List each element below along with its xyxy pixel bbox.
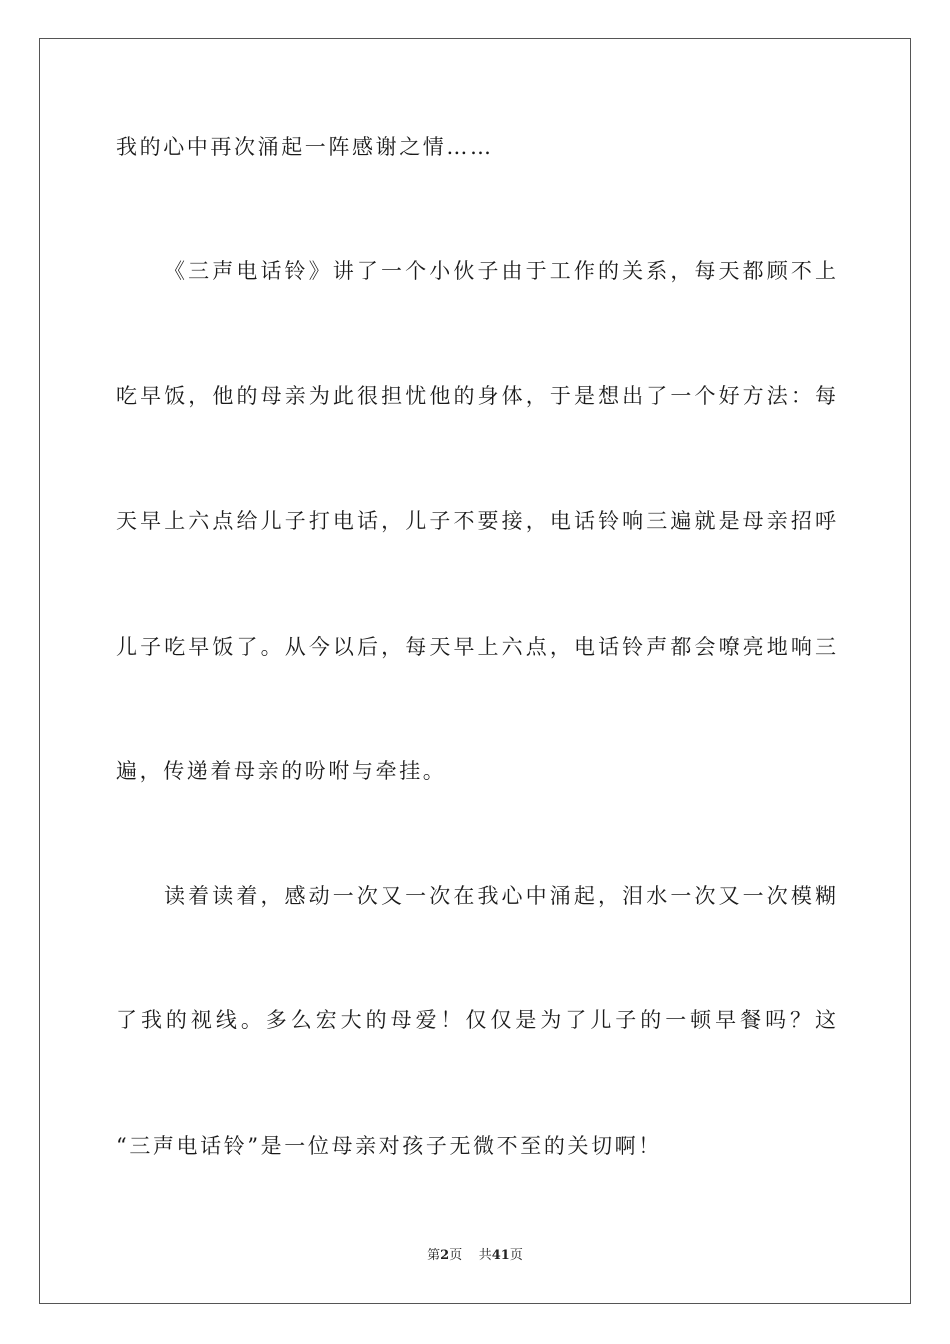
page-suffix: 页	[449, 1248, 463, 1263]
paragraph-line: 儿子吃早饭了。从今以后，每天早上六点，电话铃声都会嘹亮地响三	[116, 635, 836, 659]
page-number: 2	[440, 1248, 450, 1263]
page-prefix: 第	[427, 1248, 441, 1263]
total-prefix: 共	[478, 1248, 492, 1263]
paragraph-line: “三声电话铃”是一位母亲对孩子无微不至的关切啊！	[116, 1134, 662, 1158]
total-suffix: 页	[509, 1248, 523, 1263]
paragraph-line: 遍，传递着母亲的吩咐与牵挂。	[116, 759, 447, 783]
paragraph-line: 《三声电话铃》讲了一个小伙子由于工作的关系，每天都顾不上	[164, 259, 836, 283]
page-footer	[0, 1247, 950, 1265]
paragraph-line: 读着读着，感动一次又一次在我心中涌起，泪水一次又一次模糊	[164, 884, 836, 908]
paragraph-line: 吃早饭，他的母亲为此很担忧他的身体，于是想出了一个好方法：每	[116, 384, 836, 408]
paragraph-line: 了我的视线。多么宏大的母爱！仅仅是为了儿子的一顿早餐吗？这	[116, 1008, 836, 1032]
paragraph-line: 天早上六点给儿子打电话，儿子不要接，电话铃响三遍就是母亲招呼	[116, 509, 836, 533]
total-pages: 41	[491, 1248, 510, 1263]
page-border	[39, 38, 911, 1304]
paragraph-line: 我的心中再次涌起一阵感谢之情……	[116, 135, 494, 159]
